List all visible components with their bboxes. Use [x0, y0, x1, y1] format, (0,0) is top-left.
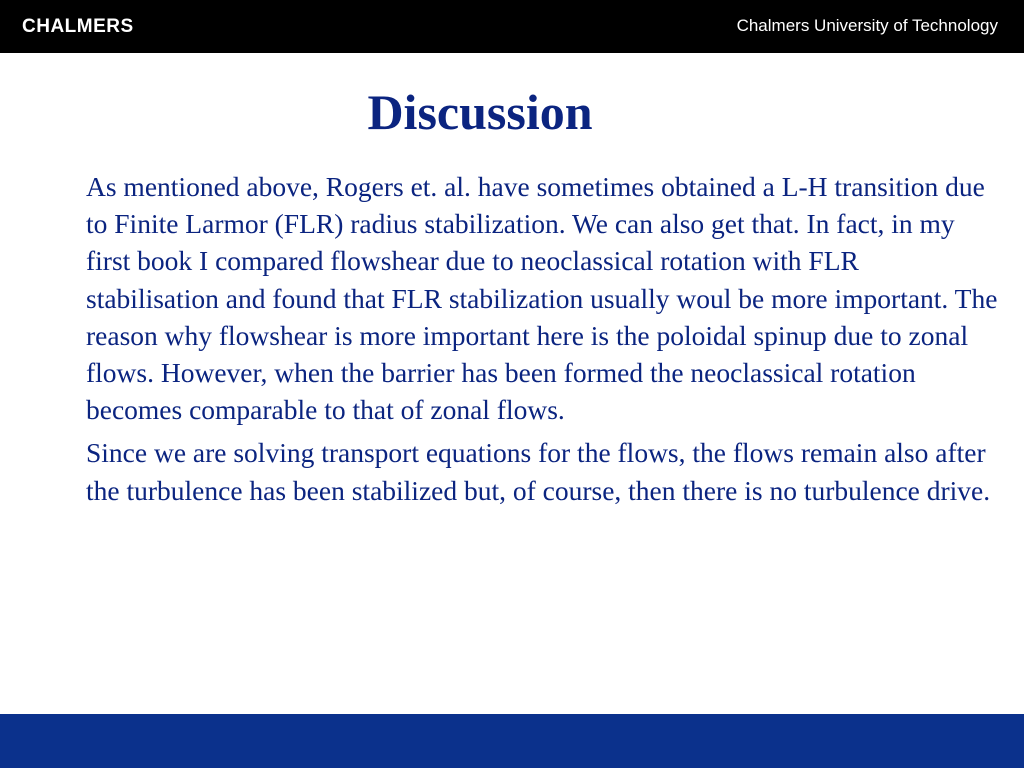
header-bar: [0, 0, 1024, 53]
chalmers-logo: CHALMERS: [22, 16, 134, 37]
body-paragraph: Since we are solving transport equations for the flows, the flows remain also after the turbulence has been stabilized but, of course, then there is no turbulence drive.: [86, 437, 991, 506]
footer-bar: [0, 714, 1024, 768]
institution-name: Chalmers University of Technology: [736, 16, 998, 35]
slide-title: Discussion: [367, 84, 593, 140]
slide-body: [86, 168, 998, 509]
body-paragraph: As mentioned above, Rogers et. al. have sometimes obtained a L-H transition due to Finite Larmor (FLR) radius stabilization. We can also get that. In fact, in my first book I compared flowshear due to neoclassical rotation with FLR stabilisation and found that FLR stabilization usually woul be more important. The reason why flowshear is more important here is the poloidal spinup due to zonal flows. However, when the barrier has been formed the neoclassical rotation becomes comparable to that of zonal flows.: [86, 171, 998, 426]
